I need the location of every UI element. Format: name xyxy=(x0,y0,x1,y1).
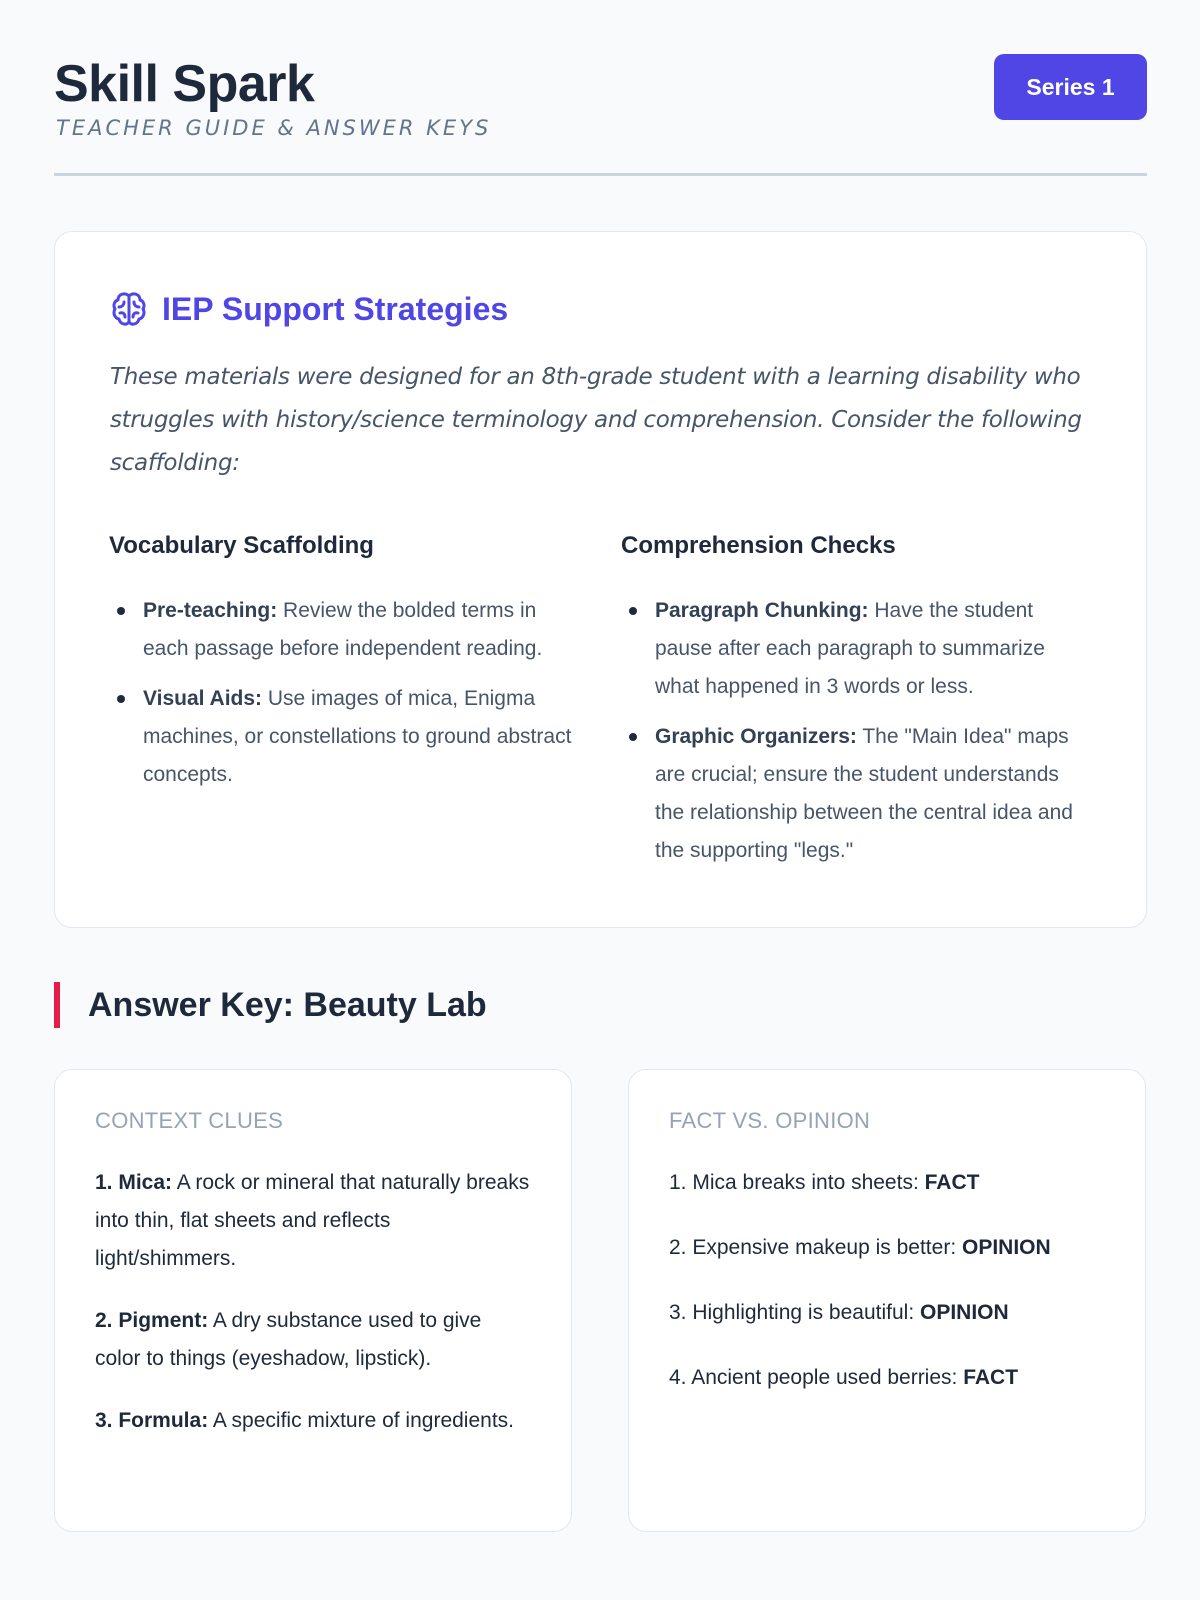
page-subtitle: TEACHER GUIDE & ANSWER KEYS xyxy=(56,116,492,140)
series-badge: Series 1 xyxy=(994,54,1147,120)
item-term: Pre-teaching: xyxy=(143,599,278,622)
iep-support-card xyxy=(54,231,1147,928)
item-text: Review the bolded terms in each passage before independent reading. xyxy=(143,599,543,660)
item-term: Graphic Organizers: xyxy=(655,725,857,748)
clue-item xyxy=(95,1164,531,1278)
context-clues-card xyxy=(54,1069,572,1532)
answer-key-heading: Answer Key: Beauty Lab xyxy=(54,982,487,1028)
page-title: Skill Spark xyxy=(54,55,315,113)
fact-answer: FACT xyxy=(924,1171,980,1194)
comprehension-column xyxy=(621,532,1091,882)
list-item xyxy=(109,680,579,794)
fact-answer: OPINION xyxy=(962,1236,1051,1259)
clue-term: 2. Pigment: xyxy=(95,1309,209,1332)
list-item xyxy=(621,718,1091,870)
context-clues-label: CONTEXT CLUES xyxy=(95,1108,284,1133)
page xyxy=(54,0,1147,1432)
vocabulary-column xyxy=(109,532,579,806)
clue-term: 1. Mica: xyxy=(95,1171,173,1194)
fact-statement: 1. Mica breaks into sheets: xyxy=(669,1171,925,1194)
fact-answer: OPINION xyxy=(920,1301,1009,1324)
clue-item xyxy=(95,1302,531,1378)
iep-intro: These materials were designed for an 8th-grade student with a learning disability who struggles with history/science terminology and comprehension. Consider the following scaffolding: xyxy=(110,364,1082,476)
list-item xyxy=(109,592,579,668)
clue-text: A dry substance used to give color to things (eyeshadow, lipstick). xyxy=(95,1309,482,1370)
fact-item xyxy=(669,1164,1105,1202)
fact-opinion-card xyxy=(628,1069,1146,1532)
vocabulary-list xyxy=(109,592,579,794)
clue-term: 3. Formula: xyxy=(95,1409,209,1432)
comprehension-title: Comprehension Checks xyxy=(621,532,896,559)
fact-item xyxy=(669,1229,1105,1267)
iep-heading xyxy=(110,290,508,328)
clue-text: A specific mixture of ingredients. xyxy=(208,1409,514,1432)
fact-item xyxy=(669,1294,1105,1332)
header xyxy=(54,0,1147,176)
item-text: Use images of mica, Enigma machines, or constellations to ground abstract concepts. xyxy=(143,687,572,786)
fact-answer: FACT xyxy=(963,1366,1019,1389)
fact-item xyxy=(669,1359,1105,1397)
iep-title: IEP Support Strategies xyxy=(162,290,509,327)
item-text: The "Main Idea" maps are crucial; ensure the student understands the relationship between the central idea and the supporting "legs." xyxy=(655,725,1073,862)
fact-opinion-label: FACT VS. OPINION xyxy=(669,1108,871,1133)
clue-text: A rock or mineral that naturally breaks into thin, flat sheets and reflects light/shimmers. xyxy=(95,1171,530,1270)
fact-statement: 2. Expensive makeup is better: xyxy=(669,1236,962,1259)
item-term: Visual Aids: xyxy=(143,687,263,710)
fact-statement: 4. Ancient people used berries: xyxy=(669,1366,964,1389)
brain-icon xyxy=(110,290,148,328)
item-term: Paragraph Chunking: xyxy=(655,599,869,622)
vocabulary-title: Vocabulary Scaffolding xyxy=(109,532,374,559)
clue-item xyxy=(95,1402,531,1440)
list-item xyxy=(621,592,1091,706)
fact-statement: 3. Highlighting is beautiful: xyxy=(669,1301,920,1324)
comprehension-list xyxy=(621,592,1091,870)
item-text: Have the student pause after each paragraph to summarize what happened in 3 words or less. xyxy=(655,599,1045,698)
